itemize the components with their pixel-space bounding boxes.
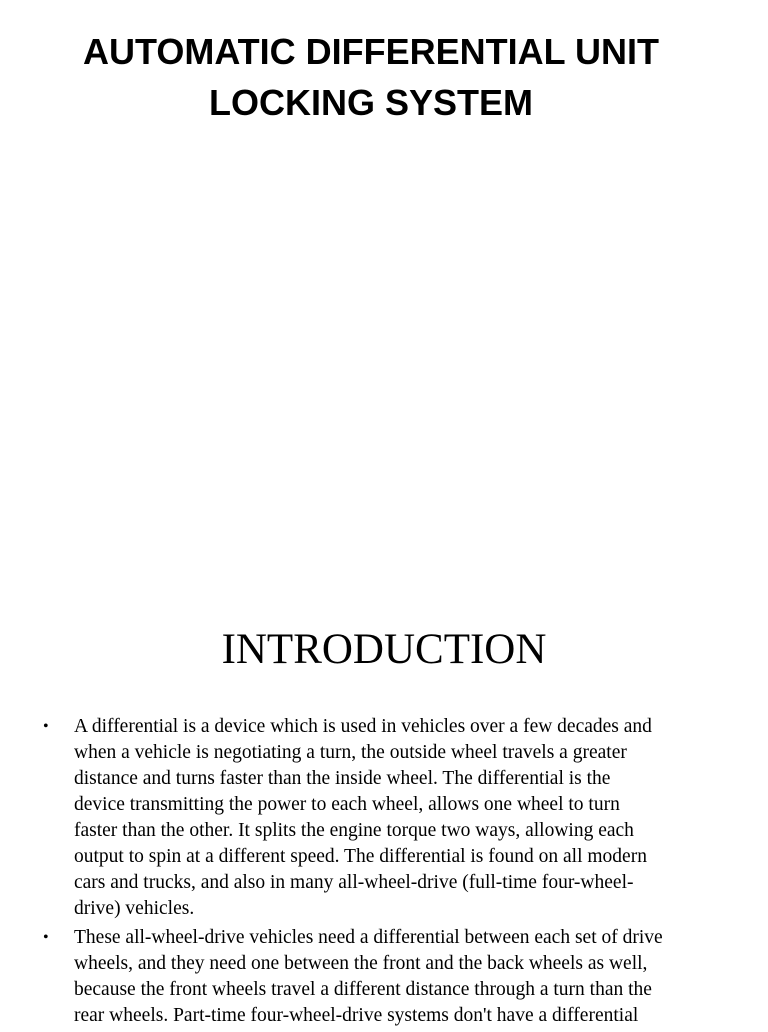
- bullet-icon: •: [43, 718, 49, 735]
- title-line-1: AUTOMATIC DIFFERENTIAL UNIT: [83, 31, 659, 72]
- bullet-1-line-8: drive) vehicles.: [74, 898, 195, 919]
- bullet-icon: •: [43, 929, 49, 946]
- bullet-1-line-7: cars and trucks, and also in many all-wheel-drive (full-time four-wheel-: [74, 872, 634, 893]
- bullet-1-line-2: when a vehicle is negotiating a turn, the outside wheel travels a greater: [74, 742, 627, 763]
- bullet-1-line-1: A differential is a device which is used in vehicles over a few decades and: [74, 716, 652, 737]
- bullet-2-line-2: wheels, and they need one between the front and the back wheels as well,: [74, 953, 648, 974]
- introduction-heading: INTRODUCTION: [221, 626, 547, 673]
- bullet-1-line-3: distance and turns faster than the inside wheel. The differential is the: [74, 768, 611, 789]
- bullet-item-1: [43, 714, 723, 922]
- bullet-2-line-4: rear wheels. Part-time four-wheel-drive systems don't have a differential: [74, 1005, 639, 1026]
- bullet-1-line-4: device transmitting the power to each wheel, allows one wheel to turn: [74, 794, 620, 815]
- bullet-2-line-3: because the front wheels travel a different distance through a turn than the: [74, 979, 652, 1000]
- bullet-1-line-6: output to spin at a different speed. The differential is found on all modern: [74, 846, 647, 867]
- bullet-item-2: [43, 925, 723, 1029]
- introduction-bullet-list: [43, 714, 723, 1032]
- bullet-1-line-5: faster than the other. It splits the engine torque two ways, allowing each: [74, 820, 634, 841]
- bullet-2-line-1: These all-wheel-drive vehicles need a differential between each set of drive: [74, 927, 663, 948]
- slide-title: [0, 26, 742, 128]
- title-line-2: LOCKING SYSTEM: [208, 82, 534, 123]
